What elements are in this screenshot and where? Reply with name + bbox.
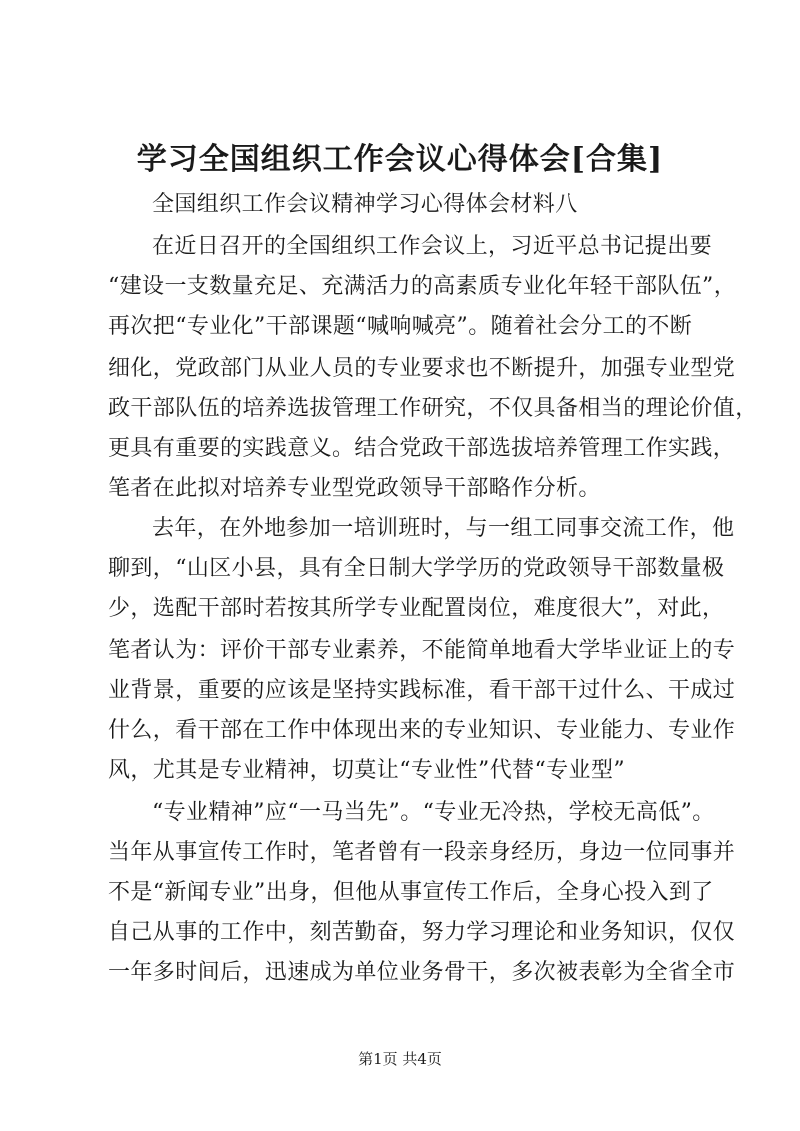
paragraph-line: 去年，在外地参加一培训班时，与一组工同事交流工作，他 (152, 516, 735, 541)
paragraph-line: “建设一支数量充足、充满活力的高素质专业化年轻干部队伍”， (108, 274, 737, 299)
paragraph-line: “专业精神”应“一马当先”。“专业无冷热，学校无高低”。 (152, 800, 715, 825)
paragraph-line: 不是“新闻专业”出身，但他从事宣传工作后，全身心投入到了 (108, 880, 714, 905)
paragraph-line: 自己从事的工作中，刻苦勤奋，努力学习理论和业务知识，仅仅 (108, 920, 736, 945)
paragraph-line: 再次把“专业化”干部课题“喊响喊亮”。随着社会分工的不断 (108, 314, 693, 339)
paragraph-line: 细化，党政部门从业人员的专业要求也不断提升，加强专业型党 (108, 356, 736, 381)
paragraph-line: 一年多时间后，迅速成为单位业务骨干，多次被表彰为全省全市 (108, 960, 736, 985)
paragraph-line: 风，尤其是专业精神，切莫让“专业性”代替“专业型” (108, 758, 625, 783)
paragraph-line: 更具有重要的实践意义。结合党政干部选拔培养管理工作实践， (108, 436, 736, 461)
paragraph-line: 什么，看干部在工作中体现出来的专业知识、专业能力、专业作 (108, 718, 736, 743)
paragraph-line: 少，选配干部时若按其所学专业配置岗位，难度很大”，对此， (108, 596, 725, 621)
paragraph-line: 在近日召开的全国组织工作会议上，习近平总书记提出要 (152, 234, 713, 259)
paragraph-line: 聊到，“山区小县，具有全日制大学学历的党政领导干部数量极 (108, 556, 725, 581)
paragraph-line: 政干部队伍的培养选拔管理工作研究，不仅具备相当的理论价值， (108, 396, 758, 421)
subtitle-line: 全国组织工作会议精神学习心得体会材料八 (152, 192, 578, 217)
paragraph-line: 笔者在此拟对培养专业型党政领导干部略作分析。 (108, 476, 601, 501)
document-title: 学习全国组织工作会议心得体会[合集] (136, 142, 664, 177)
paragraph-line: 业背景，重要的应该是坚持实践标准，看干部干过什么、干成过 (108, 678, 736, 703)
page-number-footer: 第1页 共4页 (358, 1050, 442, 1068)
paragraph-line: 笔者认为：评价干部专业素养，不能简单地看大学毕业证上的专 (108, 638, 736, 663)
paragraph-line: 当年从事宣传工作时，笔者曾有一段亲身经历，身边一位同事并 (108, 840, 736, 865)
